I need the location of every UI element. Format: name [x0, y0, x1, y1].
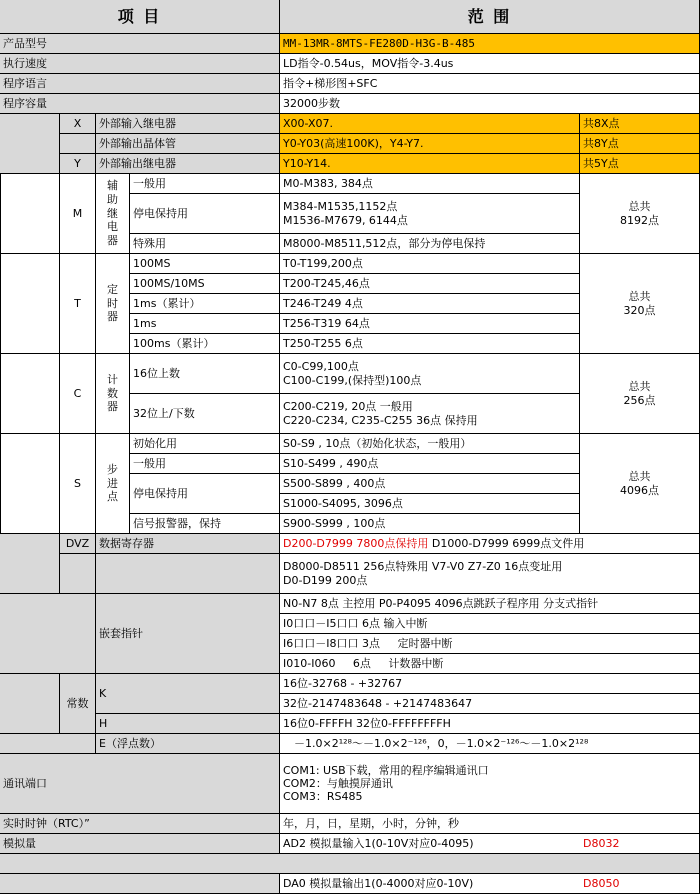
- h-label: H: [96, 714, 280, 734]
- s-item-general: 一般用: [130, 454, 280, 474]
- c-value-16bit: C0-C99,100点 C100-C199,(保持型)100点: [280, 354, 580, 394]
- analog-spacer-row: [0, 854, 700, 874]
- capacity-value: 32000步数: [280, 94, 700, 114]
- io-code-y: Y: [60, 154, 96, 174]
- n-line-1: I0口口－I5口口 6点 输入中断: [280, 614, 700, 634]
- k-blank: [0, 674, 60, 734]
- c-item-32bit: 32位上/下数: [130, 394, 280, 434]
- t-item-1: 100MS/10MS: [130, 274, 280, 294]
- model-label: 产品型号: [0, 34, 280, 54]
- t-value-4: T250-T255 6点: [280, 334, 580, 354]
- t-blank: [0, 254, 60, 354]
- analog-out-blank: [0, 874, 280, 894]
- d-name-blank: [96, 554, 280, 594]
- s-item-init: 初始化用: [130, 434, 280, 454]
- speed-value: LD指令-0.54us，MOV指令-3.4us: [280, 54, 700, 74]
- analog-out-value: DA0 模拟量输出1(0-4000对应0-10V): [280, 874, 580, 894]
- t-item-0: 100MS: [130, 254, 280, 274]
- t-group: 定时器: [96, 254, 130, 354]
- n-line-0: N0-N7 8点 主控用 P0-P4095 4096点跳跃子程序用 分支式指针: [280, 594, 700, 614]
- io-code-blank: [60, 134, 96, 154]
- e-blank: [0, 734, 96, 754]
- rtc-label: 实时时钟（RTC）”: [0, 814, 280, 834]
- d-blank: [0, 534, 60, 594]
- m-blank: [0, 174, 60, 254]
- analog-out-register: D8050: [580, 874, 700, 894]
- h-value: 16位0-FFFFH 32位0-FFFFFFFFH: [280, 714, 700, 734]
- header-item: 项 目: [0, 0, 280, 34]
- analog-in-register: D8032: [580, 834, 700, 854]
- io-name-transistor: 外部输出晶体管: [96, 134, 280, 154]
- analog-label: 模拟量: [0, 834, 280, 854]
- t-item-4: 100ms（累计）: [130, 334, 280, 354]
- k-group: 常数: [60, 674, 96, 734]
- k-line-16: 16位-32768 - +32767: [280, 674, 700, 694]
- m-item-general: 一般用: [130, 174, 280, 194]
- io-name-relay: 外部输出继电器: [96, 154, 280, 174]
- io-value-input: X00-X07.: [280, 114, 580, 134]
- d-value-retentive: D200-D7999 7800点保持用: [283, 536, 429, 550]
- d-value-special: D8000-D8511 256点特殊用 V7-V0 Z7-Z0 16点变址用 D0-D199 200点: [280, 554, 700, 594]
- k-label: K: [96, 674, 280, 714]
- e-label: E（浮点数）: [96, 734, 280, 754]
- io-total-relay: 共5Y点: [580, 154, 700, 174]
- t-value-0: T0-T199,200点: [280, 254, 580, 274]
- t-value-1: T200-T245,46点: [280, 274, 580, 294]
- c-blank: [0, 354, 60, 434]
- e-value: －1.0×2¹²⁸～－1.0×2⁻¹²⁶，0，－1.0×2⁻¹²⁶～－1.0×2¹²⁸: [280, 734, 700, 754]
- s-value-init: S0-S9 , 10点（初始化状态，一般用）: [280, 434, 580, 454]
- t-code: T: [60, 254, 96, 354]
- d-value-file: D1000-D7999 6999点文件用: [428, 536, 585, 550]
- n-line-3: I010-I060 6点 计数器中断: [280, 654, 700, 674]
- io-value-relay: Y10-Y14.: [280, 154, 580, 174]
- analog-in-value: AD2 模拟量输入1(0-10V对应0-4095): [280, 834, 580, 854]
- m-group: 辅助继电器: [96, 174, 130, 254]
- n-line-2: I6口口－I8口口 3点 定时器中断: [280, 634, 700, 654]
- language-label: 程序语言: [0, 74, 280, 94]
- d-code: DVZ: [60, 534, 96, 554]
- s-item-retentive: 停电保持用: [130, 474, 280, 514]
- s-total: 总共 4096点: [580, 434, 700, 534]
- c-item-16bit: 16位上数: [130, 354, 280, 394]
- m-value-general: M0-M383, 384点: [280, 174, 580, 194]
- s-code: S: [60, 434, 96, 534]
- m-value-retentive: M384-M1535,1152点 M1536-M7679, 6144点: [280, 194, 580, 234]
- io-group-cell: [0, 114, 60, 174]
- io-total-input: 共8X点: [580, 114, 700, 134]
- io-total-transistor: 共8Y点: [580, 134, 700, 154]
- io-name-input: 外部输入继电器: [96, 114, 280, 134]
- c-group: 计数器: [96, 354, 130, 434]
- m-item-retentive: 停电保持用: [130, 194, 280, 234]
- s-blank: [0, 434, 60, 534]
- header-range: 范 围: [280, 0, 700, 34]
- speed-label: 执行速度: [0, 54, 280, 74]
- t-item-3: 1ms: [130, 314, 280, 334]
- t-total: 总共 320点: [580, 254, 700, 354]
- s-value-retentive-2: S1000-S4095, 3096点: [280, 494, 580, 514]
- s-value-alarm: S900-S999 , 100点: [280, 514, 580, 534]
- s-group: 步进点: [96, 434, 130, 534]
- t-value-3: T256-T319 64点: [280, 314, 580, 334]
- language-value: 指令+梯形图+SFC: [280, 74, 700, 94]
- m-total: 总共 8192点: [580, 174, 700, 254]
- io-value-transistor: Y0-Y03(高速100K)，Y4-Y7.: [280, 134, 580, 154]
- s-value-retentive-1: S500-S899 , 400点: [280, 474, 580, 494]
- m-item-special: 特殊用: [130, 234, 280, 254]
- n-blank: [0, 594, 96, 674]
- io-code-x: X: [60, 114, 96, 134]
- t-item-2: 1ms（累计）: [130, 294, 280, 314]
- rtc-value: 年，月，日，星期，小时，分钟，秒: [280, 814, 700, 834]
- d-value: [280, 534, 700, 554]
- m-code: M: [60, 174, 96, 254]
- d-code-blank: [60, 554, 96, 594]
- m-value-special: M8000-M8511,512点，部分为停电保持: [280, 234, 580, 254]
- d-name: 数据寄存器: [96, 534, 280, 554]
- comm-value: COM1: USB下载，常用的程序编辑通讯口 COM2：与触摸屏通讯 COM3：RS485: [280, 754, 700, 814]
- s-value-general: S10-S499 , 490点: [280, 454, 580, 474]
- k-line-32: 32位-2147483648 - +2147483647: [280, 694, 700, 714]
- s-item-alarm: 信号报警器，保持: [130, 514, 280, 534]
- c-code: C: [60, 354, 96, 434]
- c-total: 总共 256点: [580, 354, 700, 434]
- capacity-label: 程序容量: [0, 94, 280, 114]
- n-name: 嵌套指针: [96, 594, 280, 674]
- c-value-32bit: C200-C219, 20点 一般用 C220-C234, C235-C255 36点 保持用: [280, 394, 580, 434]
- comm-label: 通讯端口: [0, 754, 280, 814]
- t-value-2: T246-T249 4点: [280, 294, 580, 314]
- model-value: MM-13MR-8MTS-FE280D-H3G-B-485: [280, 34, 700, 54]
